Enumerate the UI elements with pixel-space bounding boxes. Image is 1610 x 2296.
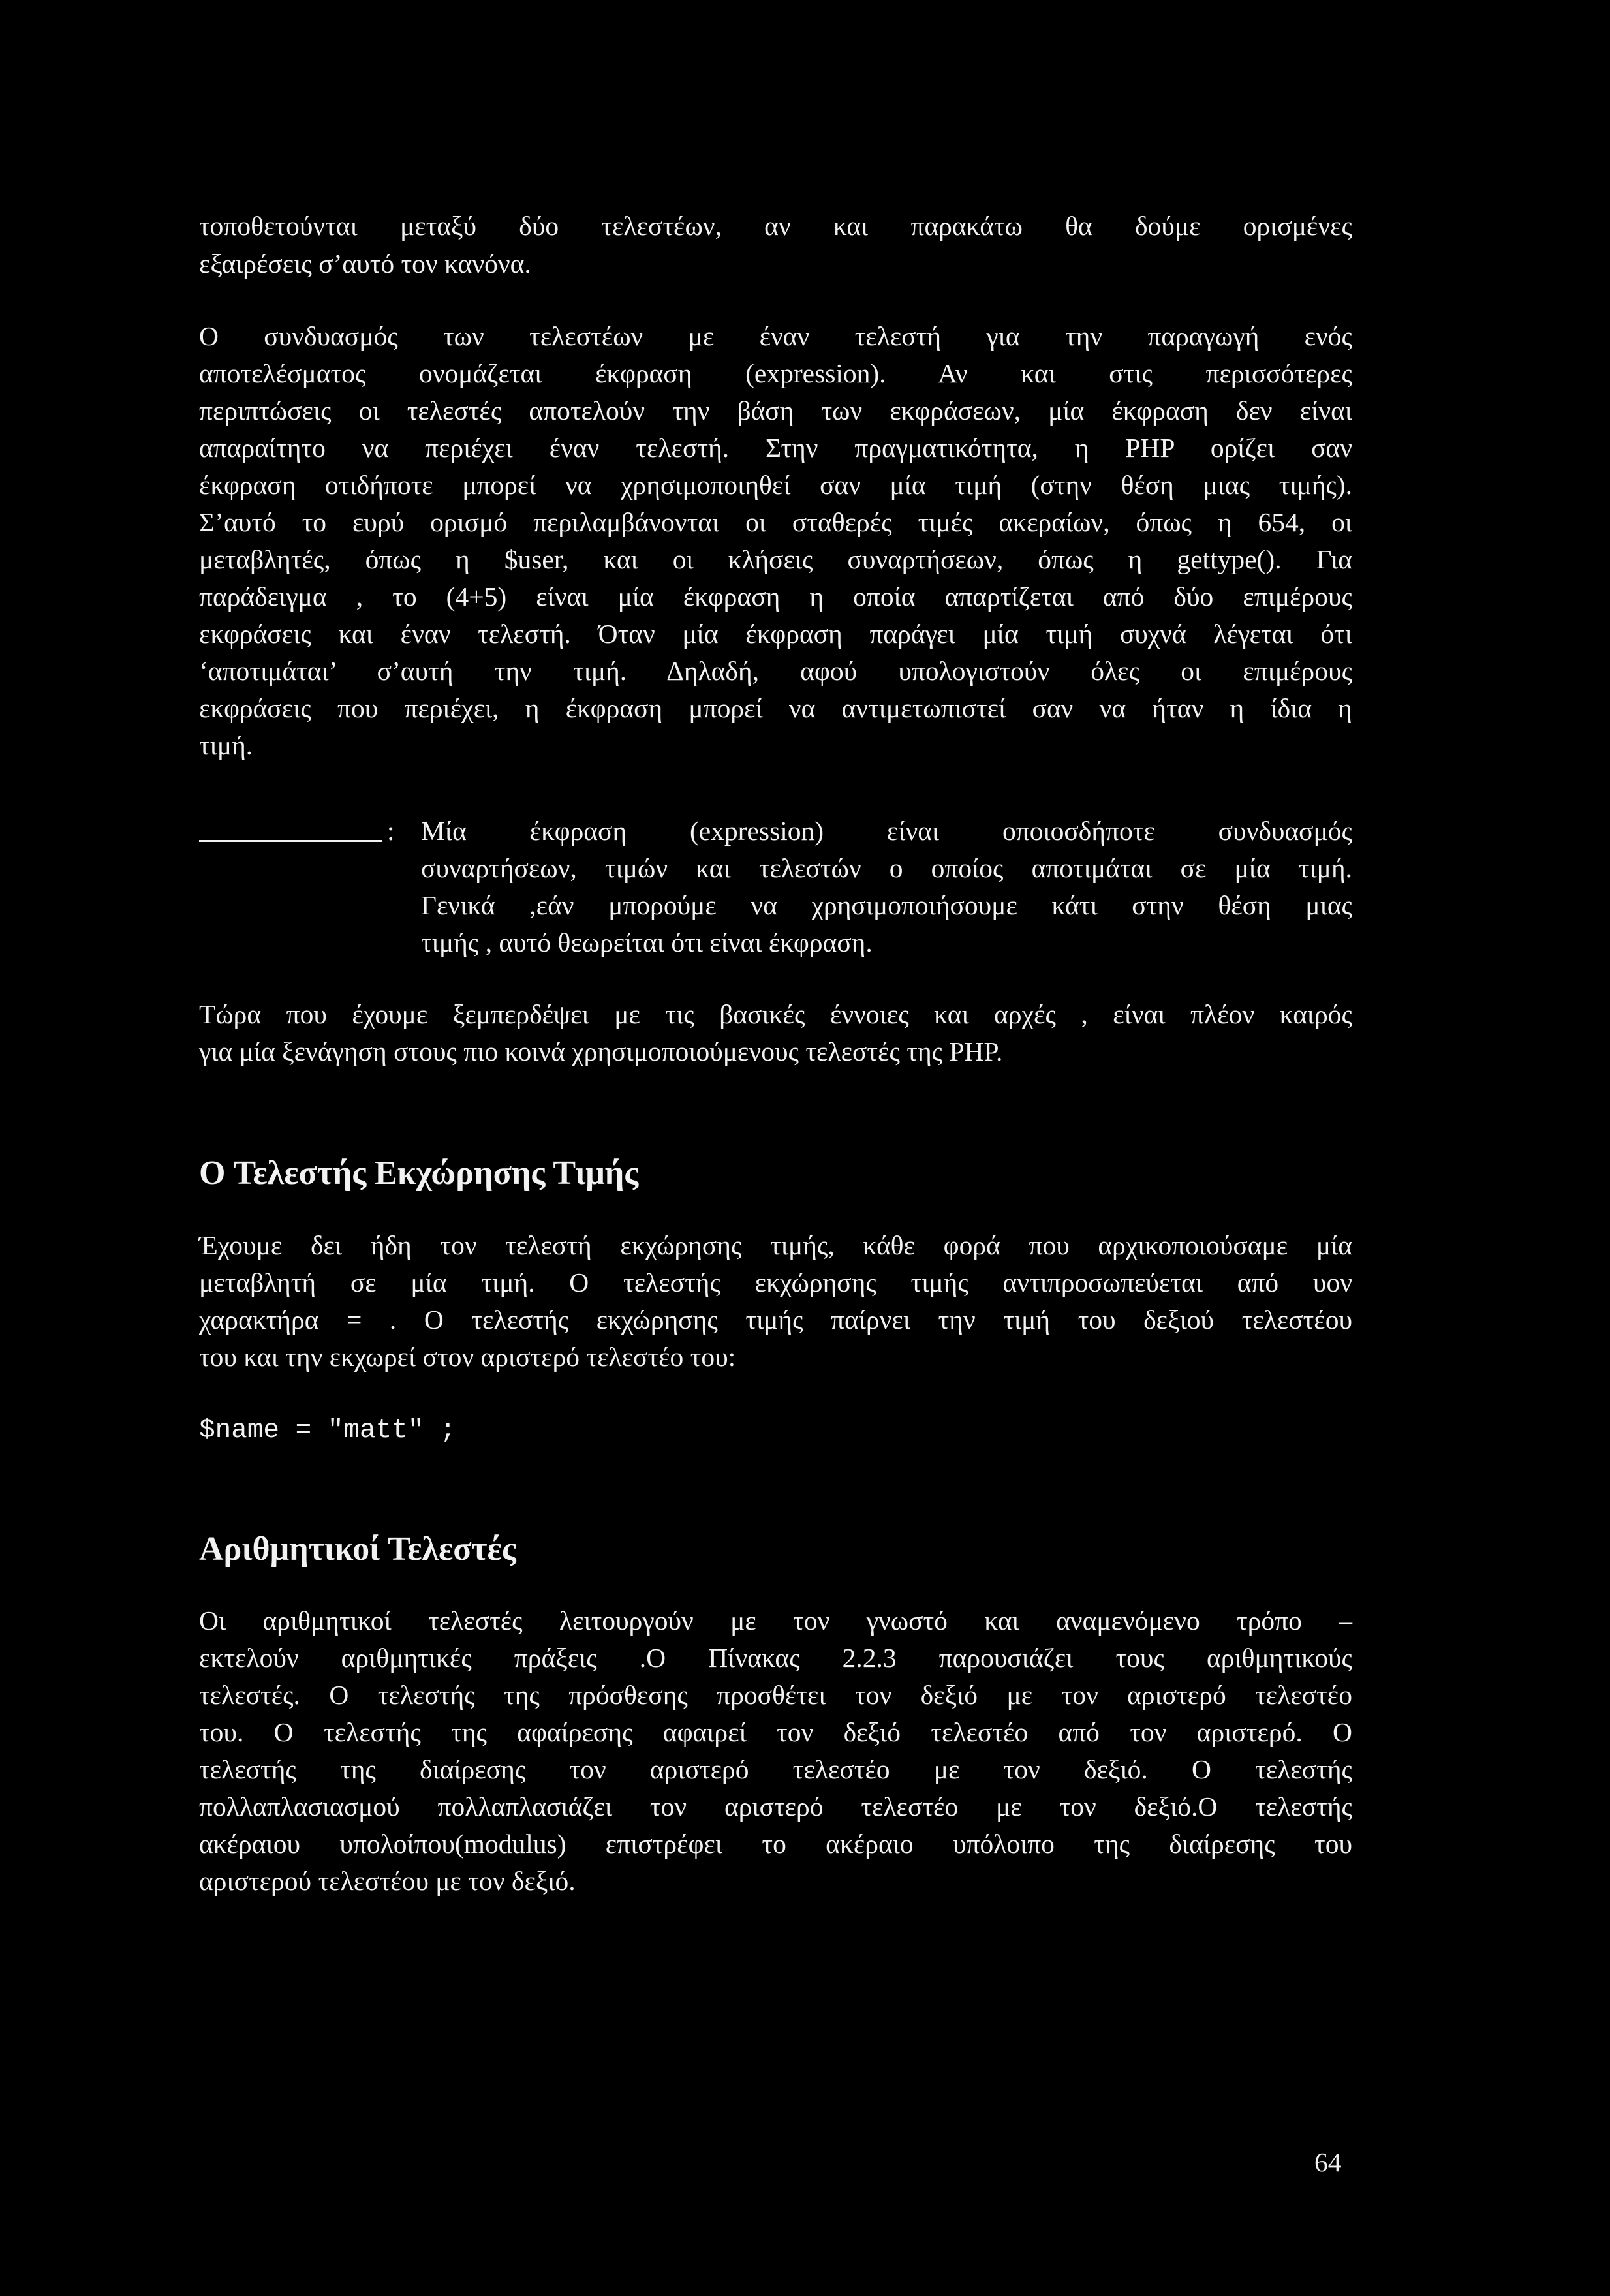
text-line: απαραίτητο να περιέχει έναν τελεστή. Στην πραγματικότητα, η PHP ορίζει σαν — [199, 433, 1352, 463]
text-line: Σ’αυτό το ευρύ ορισμό περιλαμβάνονται οι σταθερές τιμές ακεραίων, όπως η 654, οι — [199, 507, 1352, 537]
text-line: Τώρα που έχουμε ξεμπερδέψει με τις βασικές έννοιες και αρχές , είναι πλέον καιρός — [199, 999, 1352, 1029]
text-line: μεταβλητές, όπως η $user, και οι κλήσεις συναρτήσεων, όπως η gettype(). Για — [199, 544, 1352, 574]
text-line: περιπτώσεις οι τελεστές αποτελούν την βάση των εκφράσεων, μία έκφραση δεν είναι — [199, 396, 1352, 426]
text-line: εκφράσεις και έναν τελεστή. Όταν μία έκφραση παράγει μία τιμή συχνά λέγεται ότι — [199, 619, 1352, 649]
definition-term-blank — [199, 840, 382, 842]
text-line: τελεστής της διαίρεσης τον αριστερό τελεστέο με τον δεξιό. Ο τελεστής — [199, 1754, 1352, 1784]
text-line: εκτελούν αριθμητικές πράξεις .Ο Πίνακας 2.2.3 παρουσιάζει τους αριθμητικούς — [199, 1643, 1352, 1673]
text-line: τιμή. — [199, 730, 253, 760]
definition-colon: : — [387, 816, 395, 846]
section-heading: Αριθμητικοί Τελεστές — [199, 1530, 516, 1568]
definition-line: τιμής , αυτό θεωρείται ότι είναι έκφραση. — [421, 927, 873, 957]
text-line: τελεστές. Ο τελεστής της πρόσθεσης προσθέτει τον δεξιό με τον αριστερό τελεστέο — [199, 1680, 1352, 1710]
text-line: εξαιρέσεις σ’αυτό τον κανόνα. — [199, 249, 531, 279]
section-heading: Ο Τελεστής Εκχώρησης Τιμής — [199, 1155, 639, 1192]
definition-line: Γενικά ,εάν μπορούμε να χρησιμοποιήσουμε κάτι στην θέση μιας — [421, 890, 1352, 920]
text-line: για μία ξενάγηση στους πιο κοινά χρησιμοποιούμενους τελεστές της PHP. — [199, 1036, 1003, 1066]
text-line: χαρακτήρα = . Ο τελεστής εκχώρησης τιμής παίρνει την τιμή του δεξιού τελεστέου — [199, 1305, 1352, 1335]
text-line: αριστερού τελεστέου με τον δεξιό. — [199, 1866, 576, 1896]
page-number: 64 — [1314, 2147, 1342, 2177]
text-line: Ο συνδυασμός των τελεστέων με έναν τελεστή για την παραγωγή ενός — [199, 321, 1352, 351]
text-line: ακέραιου υπολοίπου(modulus) επιστρέφει το ακέραιο υπόλοιπο της διαίρεσης του — [199, 1829, 1352, 1859]
text-line: Έχουμε δει ήδη τον τελεστή εκχώρησης τιμής, κάθε φορά που αρχικοποιούσαμε μία — [199, 1230, 1352, 1260]
text-line: εκφράσεις που περιέχει, η έκφραση μπορεί να αντιμετωπιστεί σαν να ήταν η ίδια η — [199, 693, 1352, 723]
text-line: Οι αριθμητικοί τελεστές λειτουργούν με τον γνωστό και αναμενόμενο τρόπο – — [199, 1606, 1352, 1636]
text-line: μεταβλητή σε μία τιμή. Ο τελεστής εκχώρησης τιμής αντιπροσωπεύεται από υον — [199, 1267, 1352, 1297]
text-line: παράδειγμα , το (4+5) είναι μία έκφραση η οποία απαρτίζεται από δύο επιμέρους — [199, 582, 1352, 612]
code-example: $name = "matt" ; — [199, 1416, 456, 1446]
definition-line: συναρτήσεων, τιμών και τελεστών ο οποίος αποτιμάται σε μία τιμή. — [421, 853, 1352, 883]
text-line: του. Ο τελεστής της αφαίρεσης αφαιρεί τον δεξιό τελεστέο από τον αριστερό. Ο — [199, 1717, 1352, 1747]
definition-line: Μία έκφραση (expression) είναι οποιοσδήποτε συνδυασμός — [421, 816, 1352, 846]
text-line: τοποθετούνται μεταξύ δύο τελεστέων, αν και παρακάτω θα δούμε ορισμένες — [199, 211, 1352, 241]
text-line: του και την εκχωρεί στον αριστερό τελεστέο του: — [199, 1342, 736, 1372]
text-line: αποτελέσματος ονομάζεται έκφραση (expression). Αν και στις περισσότερες — [199, 358, 1352, 388]
text-line: έκφραση οτιδήποτε μπορεί να χρησιμοποιηθεί σαν μία τιμή (στην θέση μιας τιμής). — [199, 470, 1352, 500]
text-line: πολλαπλασιασμού πολλαπλασιάζει τον αριστερό τελεστέο με τον δεξιό.Ο τελεστής — [199, 1792, 1352, 1822]
text-line: ‘αποτιμάται’ σ’αυτή την τιμή. Δηλαδή, αφού υπολογιστούν όλες οι επιμέρους — [199, 656, 1352, 686]
